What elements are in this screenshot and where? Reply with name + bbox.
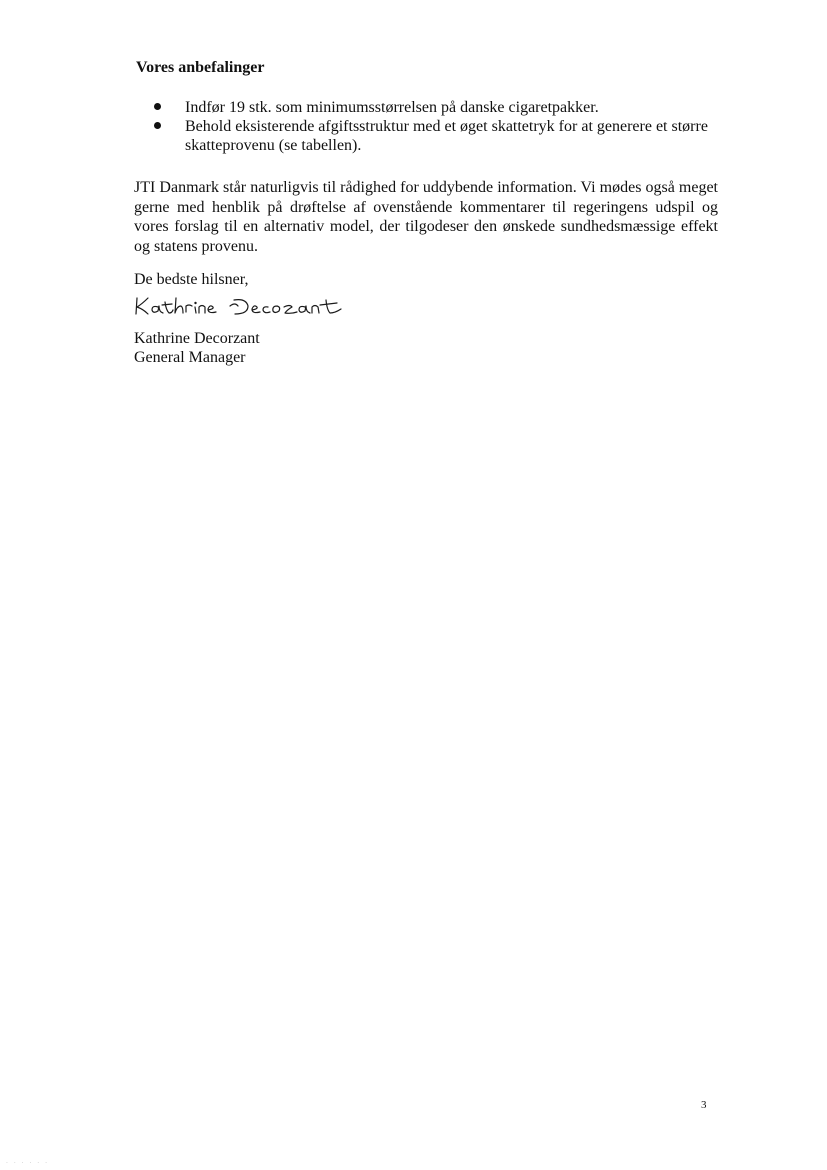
signer-title: General Manager bbox=[134, 349, 246, 366]
recommendation-list bbox=[148, 98, 708, 155]
scan-artifact: · · · · · · bbox=[6, 1160, 49, 1167]
page-number: 3 bbox=[701, 1099, 707, 1111]
bullet-icon bbox=[154, 122, 161, 129]
bullet-icon bbox=[154, 103, 161, 110]
signature-drawing bbox=[134, 292, 354, 322]
list-item-text: Indfør 19 stk. som minimumsstørrelsen på danske cigaretpakker. bbox=[185, 99, 599, 116]
list-item-text: Behold eksisterende afgiftsstruktur med et øget skattetryk for at generere et større skatteprovenu (se tabellen). bbox=[185, 118, 708, 154]
body-paragraph: JTI Danmark står naturligvis til rådighed for uddybende information. Vi mødes også meget gerne med henblik på drøftelse af ovenstående kommentarer til regeringens udspil og vores forslag til en alternativ model, der tilgodeser den ønskede sundhedsmæssige effekt og statens provenu. bbox=[134, 179, 718, 255]
signer-name: Kathrine Decorzant bbox=[134, 330, 260, 347]
list-item bbox=[148, 98, 708, 117]
signer-block bbox=[134, 329, 260, 367]
section-heading: Vores anbefalinger bbox=[136, 59, 265, 76]
closing-greeting: De bedste hilsner, bbox=[134, 271, 249, 288]
signature-text bbox=[134, 292, 142, 293]
handwritten-signature bbox=[134, 292, 354, 322]
list-item bbox=[148, 117, 708, 155]
